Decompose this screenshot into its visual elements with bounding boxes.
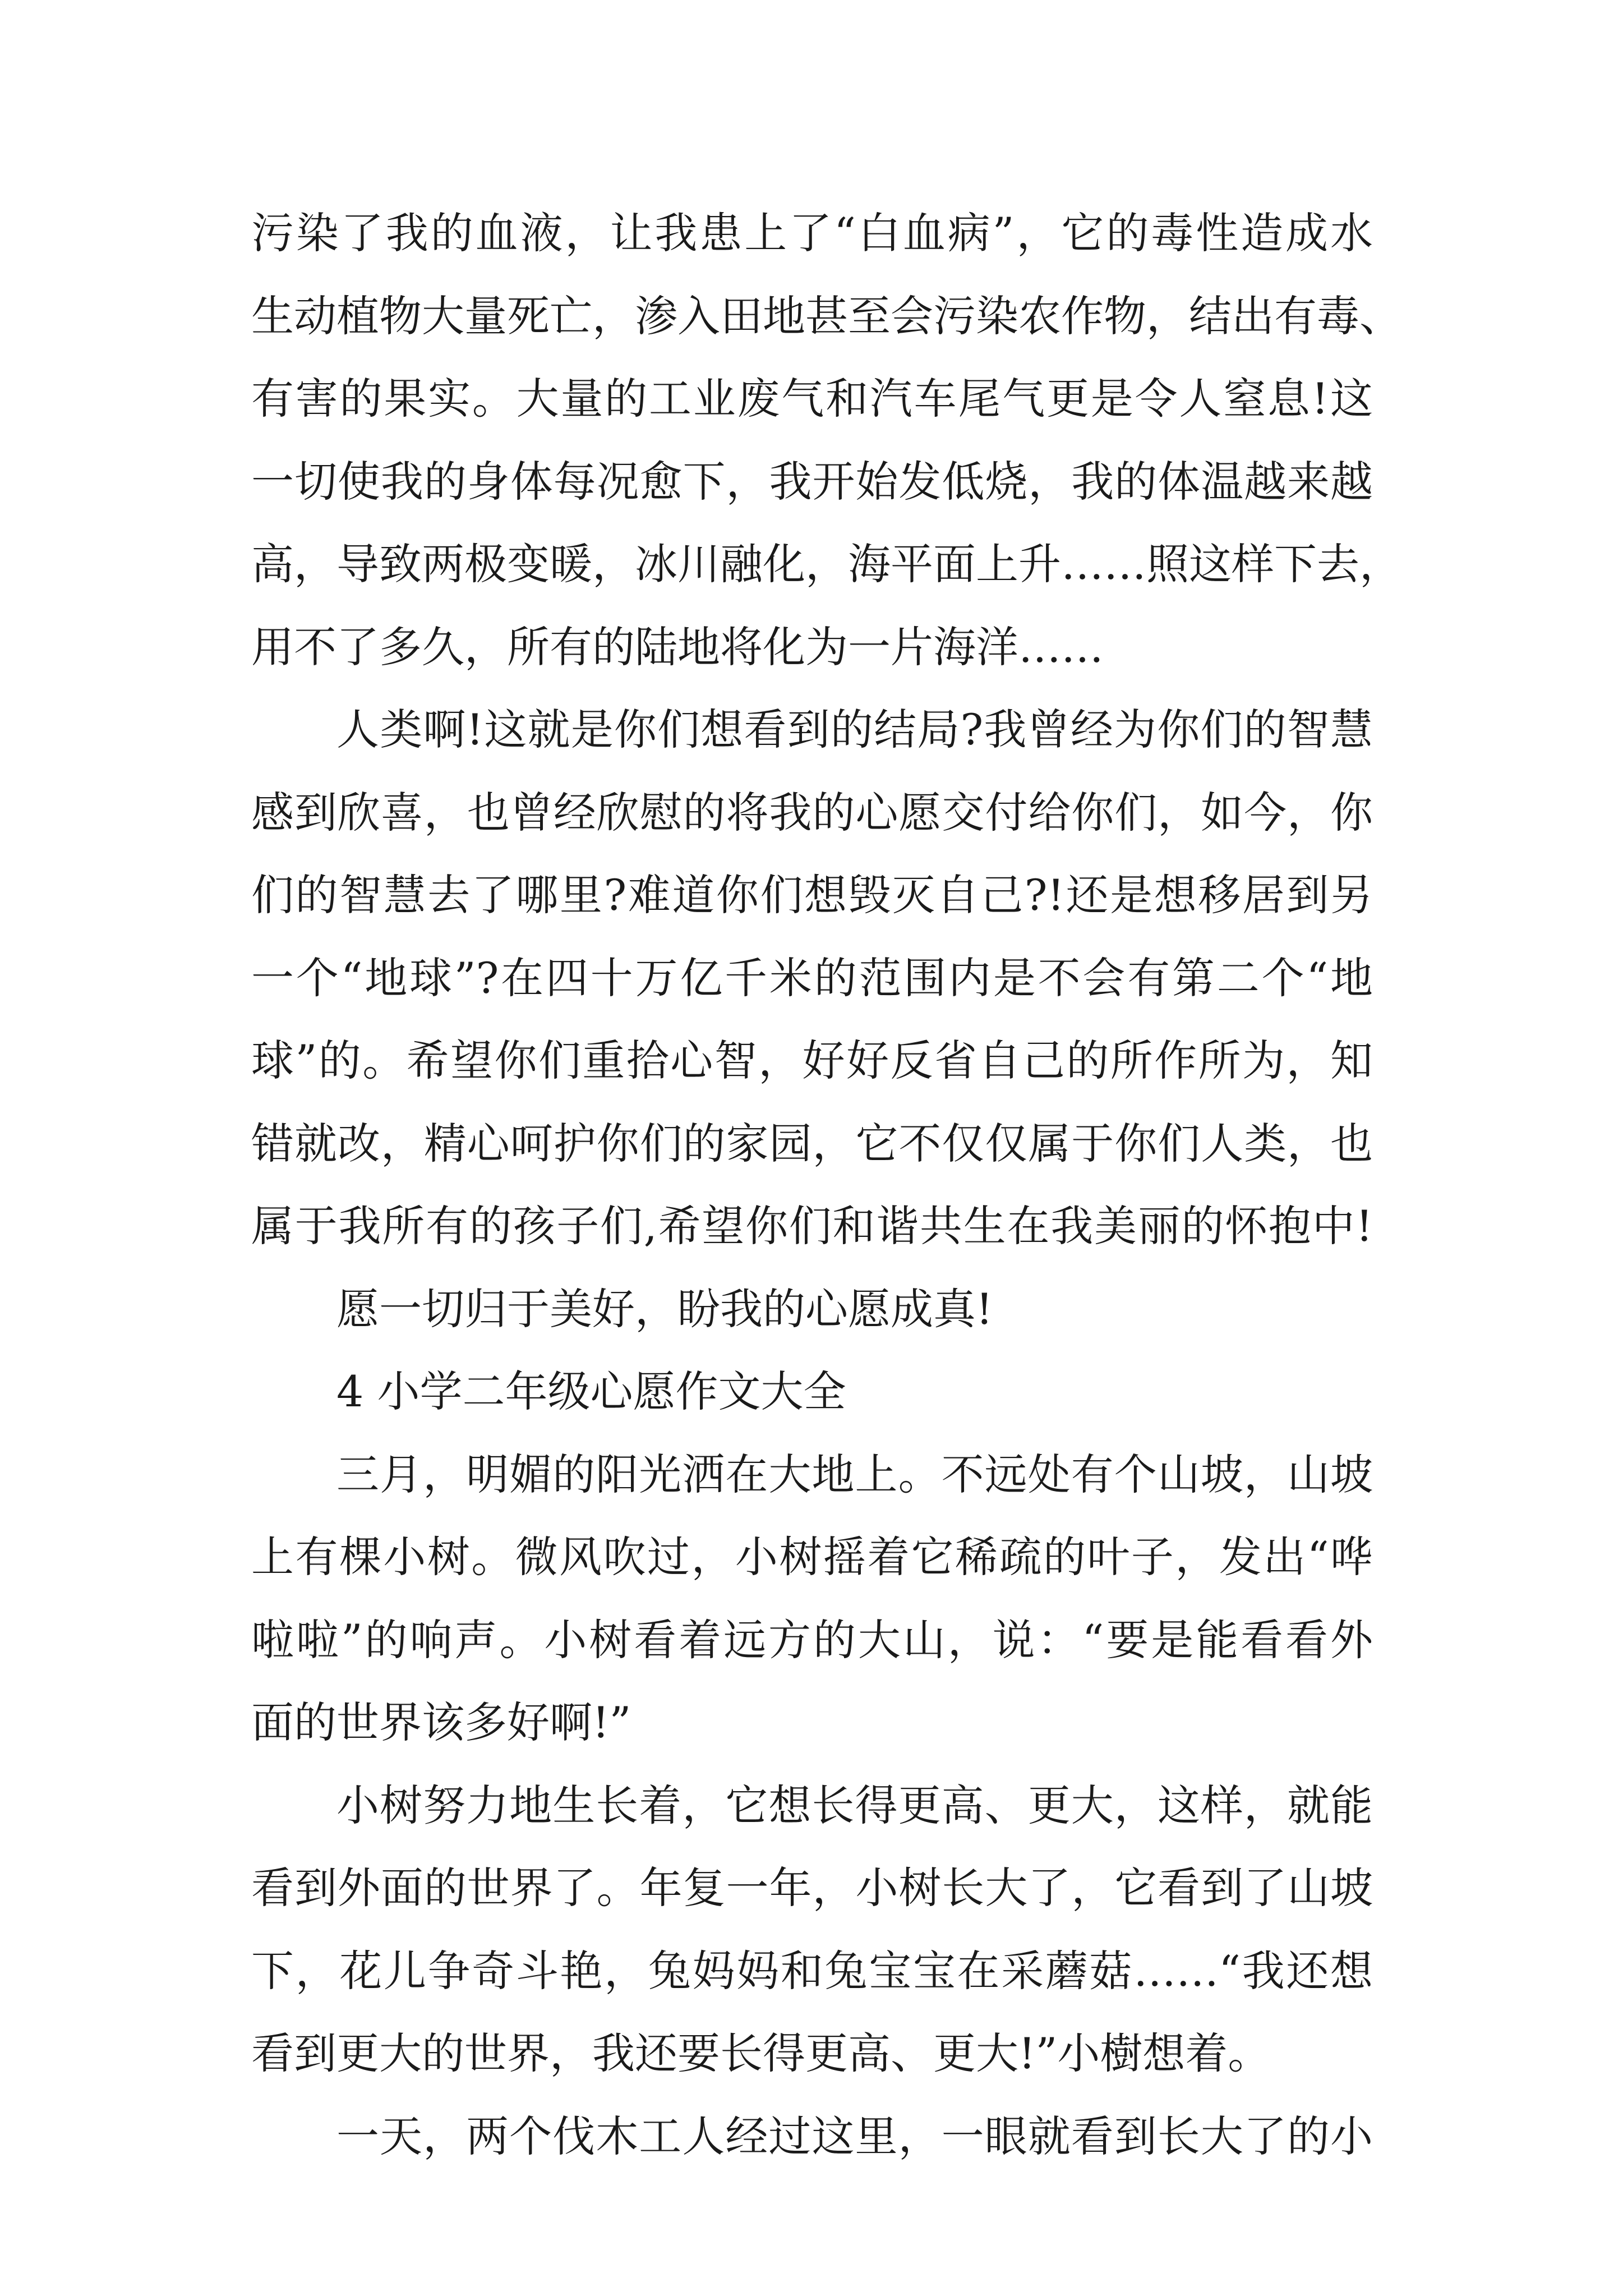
paragraph-first-line: 愿一切归于美好，盼我的心愿成真! xyxy=(336,1283,993,1334)
text-line: 感到欣喜，也曾经欣慰的将我的心愿交付给你们，如今，你 xyxy=(251,787,1373,838)
text-line: 有害的果实。大量的工业废气和汽车尾气更是令人窒息!这 xyxy=(251,374,1373,424)
text-line: 错就改，精心呵护你们的家园，它不仅仅属于你们人类，也 xyxy=(251,1118,1373,1168)
text-line: 啦啦”的响声。小树看着远方的大山，说：“要是能看看外 xyxy=(251,1614,1373,1665)
text-line: 用不了多久，所有的陆地将化为一片海洋…… xyxy=(251,622,1104,672)
body-text xyxy=(251,192,1402,2178)
section-heading: 4 小学二年级心愿作文大全 xyxy=(336,1366,846,1416)
text-line: 属于我所有的孩子们,希望你们和谐共生在我美丽的怀抱中! xyxy=(251,1201,1373,1251)
paragraph-first-line: 小树努力地生长着，它想长得更高、更大，这样，就能 xyxy=(336,1780,1373,1830)
text-line: 下，花儿争奇斗艳，兔妈妈和兔宝宝在采蘑菇……“我还想 xyxy=(251,1945,1373,1996)
text-line: 们的智慧去了哪里?难道你们想毁灭自己?!还是想移居到另 xyxy=(251,870,1373,920)
text-line: 一个“地球”?在四十万亿千米的范围内是不会有第二个“地 xyxy=(251,953,1373,1003)
paragraph-first-line: 三月，明媚的阳光洒在大地上。不远处有个山坡，山坡 xyxy=(336,1449,1373,1499)
paragraph-first-line: 人类啊!这就是你们想看到的结局?我曾经为你们的智慧 xyxy=(336,705,1373,754)
text-line: 面的世界该多好啊!” xyxy=(251,1697,631,1747)
text-line: 一切使我的身体每况愈下，我开始发低烧，我的体温越来越 xyxy=(251,456,1373,507)
text-line: 看到更大的世界，我还要长得更高、更大!”小樹想着。 xyxy=(251,2028,1271,2078)
text-line: 上有棵小树。微风吹过，小树摇着它稀疏的叶子，发出“哗 xyxy=(251,1532,1373,1582)
text-line: 球”的。希望你们重拾心智，好好反省自己的所作所为，知 xyxy=(251,1036,1373,1085)
text-line: 高，导致两极变暖，冰川融化，海平面上升……照这样下去， xyxy=(251,539,1402,589)
paragraph-first-line: 一天，两个伐木工人经过这里，一眼就看到长大了的小 xyxy=(336,2111,1373,2161)
text-line: 看到外面的世界了。年复一年，小树长大了，它看到了山坡 xyxy=(251,1863,1373,1913)
text-line: 污染了我的血液，让我患上了“白血病”，它的毒性造成水 xyxy=(251,208,1373,258)
text-line: 生动植物大量死亡，渗入田地甚至会污染农作物，结出有毒、 xyxy=(251,291,1402,341)
